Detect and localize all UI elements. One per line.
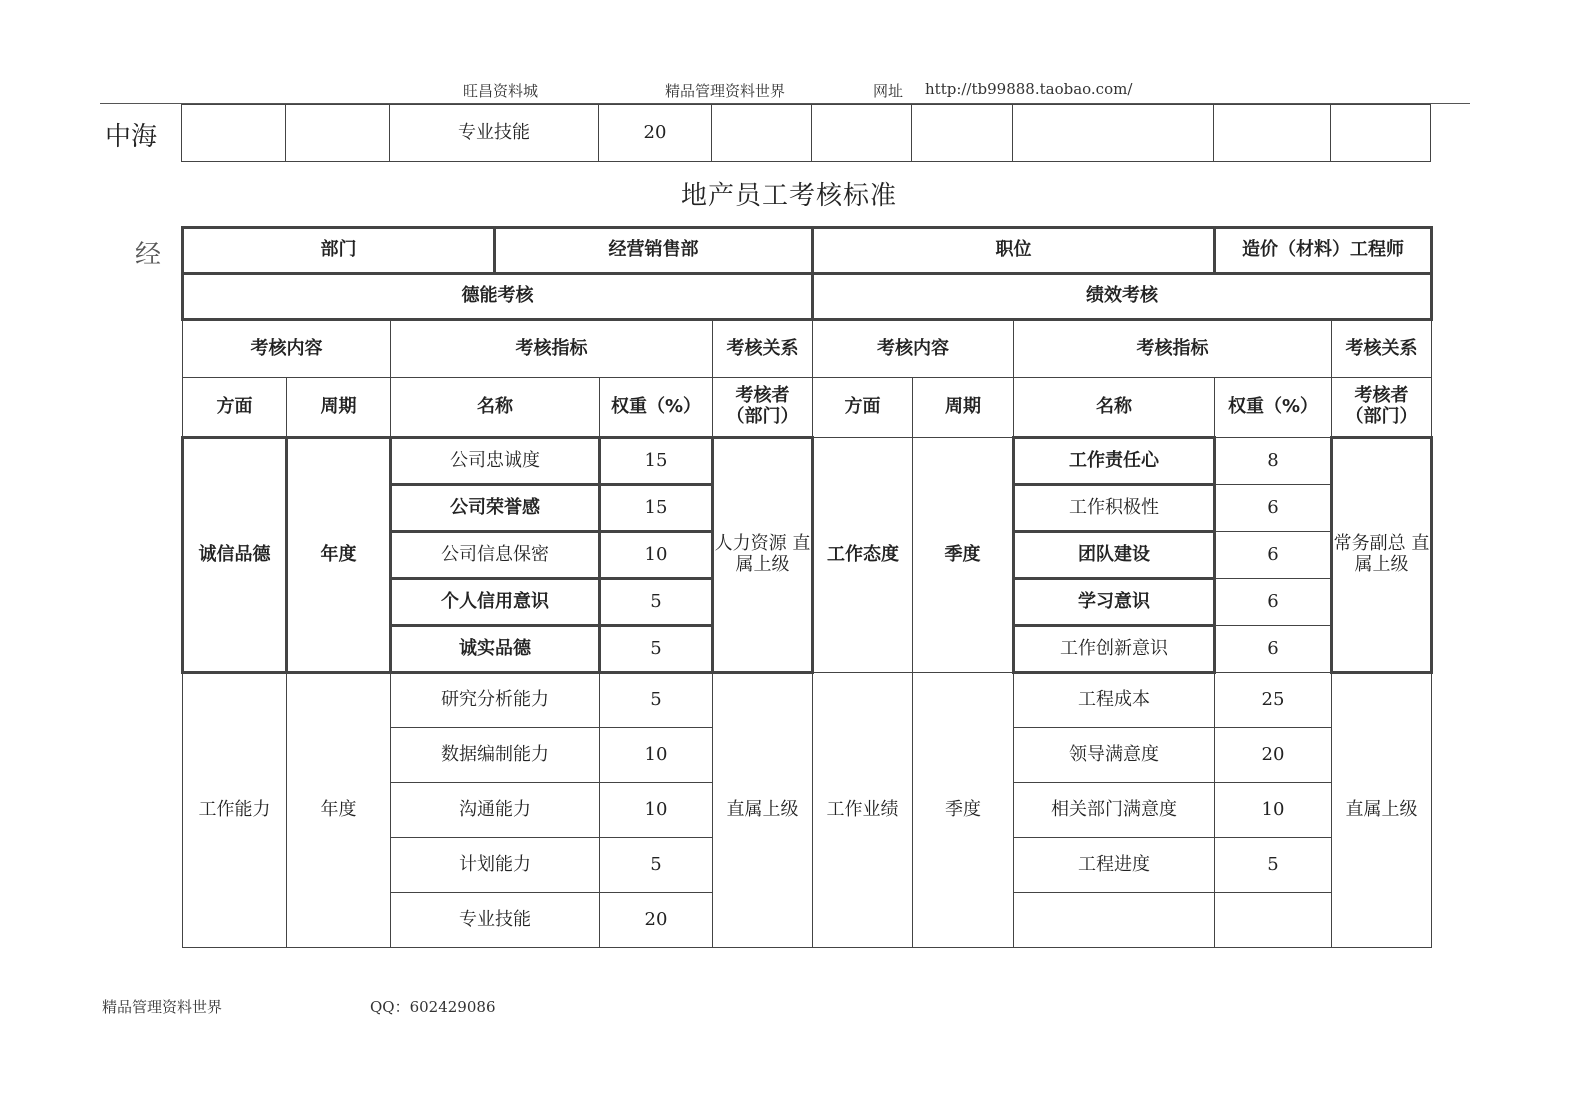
subheader-row bbox=[183, 378, 1432, 438]
ability-period: 年度 bbox=[287, 673, 391, 948]
integrity-item-name: 公司信息保密 bbox=[391, 532, 600, 579]
integrity-item-weight: 10 bbox=[600, 532, 713, 579]
results-item-weight bbox=[1215, 893, 1332, 948]
ability-item-name: 研究分析能力 bbox=[391, 673, 600, 728]
brand-text: 中海 bbox=[105, 122, 158, 152]
dept-label: 部门 bbox=[183, 228, 495, 274]
integrity-aspect: 诚信品德 bbox=[183, 438, 287, 673]
attitude-item-name: 工作责任心 bbox=[1014, 438, 1215, 485]
performance-name-header: 名称 bbox=[1014, 378, 1215, 438]
ability-item-weight: 5 bbox=[600, 673, 713, 728]
integrity-item-name: 个人信用意识 bbox=[391, 579, 600, 626]
ability-item-weight: 5 bbox=[600, 838, 713, 893]
moral-content-header: 考核内容 bbox=[183, 320, 391, 378]
side-fragment: 经 bbox=[135, 240, 162, 270]
header-site-url[interactable]: http://tb99888.taobao.com/ bbox=[925, 80, 1133, 98]
integrity-period: 年度 bbox=[287, 438, 391, 673]
attitude-item-weight: 8 bbox=[1215, 438, 1332, 485]
performance-relation-header: 考核关系 bbox=[1332, 320, 1432, 378]
table-row bbox=[183, 673, 1432, 728]
empty-cell bbox=[182, 105, 286, 162]
performance-content-header: 考核内容 bbox=[813, 320, 1014, 378]
header-shop-name: 旺昌资料城 bbox=[463, 82, 539, 100]
results-item-name: 相关部门满意度 bbox=[1014, 783, 1215, 838]
moral-aspect-header: 方面 bbox=[183, 378, 287, 438]
ability-item-name: 计划能力 bbox=[391, 838, 600, 893]
empty-cell bbox=[712, 105, 812, 162]
post-value: 造价（材料）工程师 bbox=[1215, 228, 1432, 274]
section-row bbox=[183, 274, 1432, 320]
results-aspect: 工作业绩 bbox=[813, 673, 913, 948]
moral-period-header: 周期 bbox=[287, 378, 391, 438]
ability-item-weight: 20 bbox=[600, 893, 713, 948]
attitude-item-name: 工作创新意识 bbox=[1014, 626, 1215, 673]
footer-qq: QQ：602429086 bbox=[370, 998, 496, 1016]
moral-indicator-header: 考核指标 bbox=[391, 320, 713, 378]
ability-item-weight: 10 bbox=[600, 783, 713, 838]
integrity-item-weight: 15 bbox=[600, 485, 713, 532]
results-item-weight: 10 bbox=[1215, 783, 1332, 838]
results-item-name: 工程成本 bbox=[1014, 673, 1215, 728]
attitude-item-name: 学习意识 bbox=[1014, 579, 1215, 626]
integrity-item-weight: 5 bbox=[600, 626, 713, 673]
header-site-label: 网址 bbox=[873, 82, 904, 100]
empty-cell bbox=[812, 105, 912, 162]
post-label: 职位 bbox=[813, 228, 1215, 274]
document-title: 地产员工考核标准 bbox=[680, 181, 897, 211]
attitude-item-weight: 6 bbox=[1215, 485, 1332, 532]
assessment-table bbox=[181, 226, 1433, 948]
performance-section-title: 绩效考核 bbox=[813, 274, 1432, 320]
moral-relation-header: 考核关系 bbox=[713, 320, 813, 378]
moral-assessor-header bbox=[713, 378, 813, 438]
integrity-item-weight: 5 bbox=[600, 579, 713, 626]
indicator-name-cell: 专业技能 bbox=[390, 105, 599, 162]
performance-assessor-header bbox=[1332, 378, 1432, 438]
results-period: 季度 bbox=[913, 673, 1014, 948]
attitude-period: 季度 bbox=[913, 438, 1014, 673]
moral-section-title: 德能考核 bbox=[183, 274, 813, 320]
attitude-item-weight: 6 bbox=[1215, 626, 1332, 673]
footer-world-name: 精品管理资料世界 bbox=[102, 998, 223, 1016]
performance-weight-header: 权重（%） bbox=[1215, 378, 1332, 438]
performance-period-header: 周期 bbox=[913, 378, 1014, 438]
results-item-name: 工程进度 bbox=[1014, 838, 1215, 893]
performance-aspect-header: 方面 bbox=[813, 378, 913, 438]
results-item-weight: 25 bbox=[1215, 673, 1332, 728]
empty-cell bbox=[1214, 105, 1331, 162]
moral-weight-header: 权重（%） bbox=[600, 378, 713, 438]
assessor-label: 考核者 bbox=[735, 385, 790, 407]
ability-assessor: 直属上级 bbox=[713, 673, 813, 948]
results-assessor: 直属上级 bbox=[1332, 673, 1432, 948]
attitude-item-weight: 6 bbox=[1215, 532, 1332, 579]
empty-cell bbox=[286, 105, 390, 162]
performance-indicator-header: 考核指标 bbox=[1014, 320, 1332, 378]
empty-cell bbox=[1331, 105, 1431, 162]
results-item-weight: 20 bbox=[1215, 728, 1332, 783]
attitude-item-name: 团队建设 bbox=[1014, 532, 1215, 579]
attitude-assessor: 常务副总 直属上级 bbox=[1332, 438, 1432, 673]
assessor-dept-label: （部门） bbox=[726, 406, 799, 427]
integrity-item-name: 诚实品德 bbox=[391, 626, 600, 673]
ability-item-name: 沟通能力 bbox=[391, 783, 600, 838]
results-item-name: 领导满意度 bbox=[1014, 728, 1215, 783]
header-world-name: 精品管理资料世界 bbox=[665, 82, 786, 100]
assessor-label: 考核者 bbox=[1354, 385, 1409, 407]
moral-name-header: 名称 bbox=[391, 378, 600, 438]
dept-value: 经营销售部 bbox=[495, 228, 813, 274]
integrity-item-name: 公司荣誉感 bbox=[391, 485, 600, 532]
empty-cell bbox=[1013, 105, 1214, 162]
results-item-weight: 5 bbox=[1215, 838, 1332, 893]
attitude-item-weight: 6 bbox=[1215, 579, 1332, 626]
previous-table-fragment bbox=[181, 104, 1431, 162]
empty-cell bbox=[912, 105, 1013, 162]
header-row bbox=[183, 320, 1432, 378]
integrity-assessor: 人力资源 直属上级 bbox=[713, 438, 813, 673]
info-row bbox=[183, 228, 1432, 274]
table-row bbox=[183, 438, 1432, 485]
attitude-item-name: 工作积极性 bbox=[1014, 485, 1215, 532]
assessor-dept-label: （部门） bbox=[1345, 406, 1418, 427]
ability-item-name: 数据编制能力 bbox=[391, 728, 600, 783]
ability-item-name: 专业技能 bbox=[391, 893, 600, 948]
attitude-aspect: 工作态度 bbox=[813, 438, 913, 673]
ability-item-weight: 10 bbox=[600, 728, 713, 783]
integrity-item-name: 公司忠诚度 bbox=[391, 438, 600, 485]
table-row bbox=[182, 105, 1431, 162]
integrity-item-weight: 15 bbox=[600, 438, 713, 485]
results-item-name bbox=[1014, 893, 1215, 948]
ability-aspect: 工作能力 bbox=[183, 673, 287, 948]
indicator-weight-cell: 20 bbox=[599, 105, 712, 162]
